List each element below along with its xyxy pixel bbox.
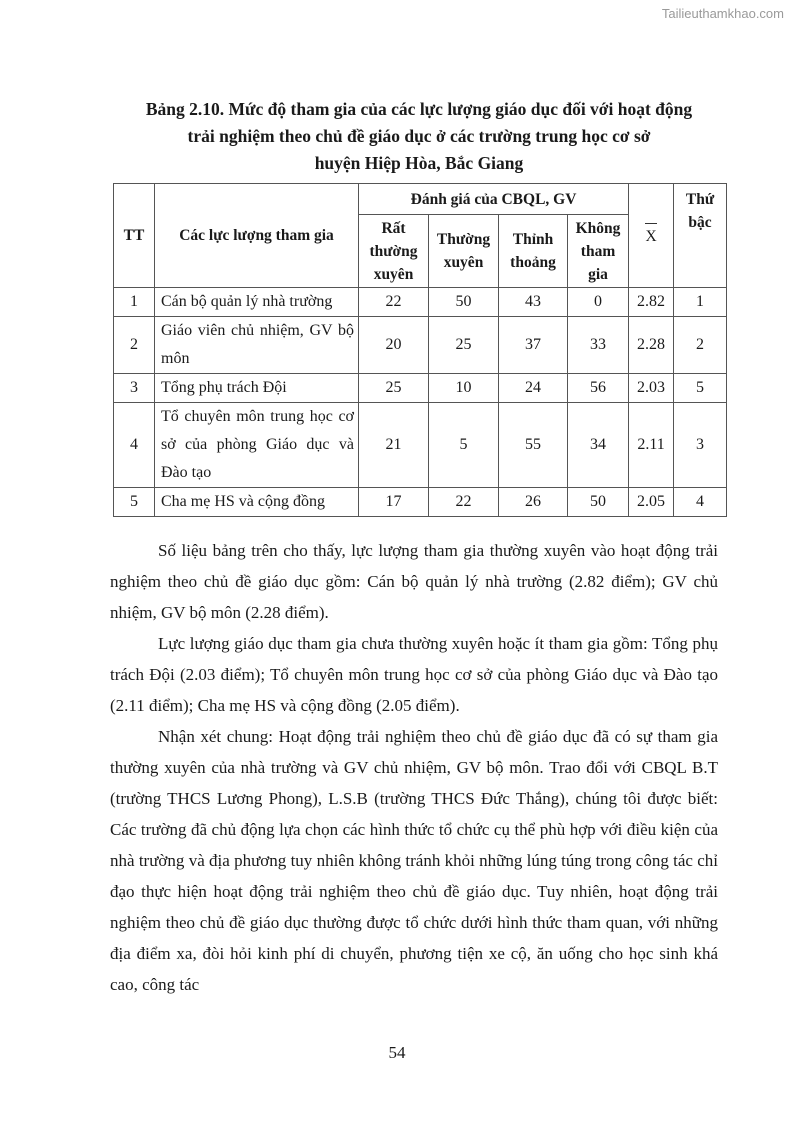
cell-rank: 2 bbox=[674, 317, 727, 374]
mean-symbol: X bbox=[645, 223, 656, 248]
cell-force: Tổ chuyên môn trung học cơ sở của phòng Giáo dục và Đào tạo bbox=[155, 403, 359, 488]
cell-sometimes: 26 bbox=[499, 488, 568, 517]
header-evaluation-group: Đánh giá của CBQL, GV bbox=[359, 184, 629, 215]
header-tt: TT bbox=[114, 184, 155, 288]
cell-often: 25 bbox=[429, 317, 499, 374]
table-row bbox=[114, 488, 727, 517]
cell-force: Giáo viên chủ nhiệm, GV bộ môn bbox=[155, 317, 359, 374]
cell-very-often: 20 bbox=[359, 317, 429, 374]
cell-force: Cán bộ quản lý nhà trường bbox=[155, 288, 359, 317]
caption-line-1: Bảng 2.10. Mức độ tham gia của các lực lượng giáo dục đối với hoạt động bbox=[145, 99, 693, 119]
table-row bbox=[114, 317, 727, 374]
header-force: Các lực lượng tham gia bbox=[155, 184, 359, 288]
cell-sometimes: 43 bbox=[499, 288, 568, 317]
cell-tt: 4 bbox=[114, 403, 155, 488]
cell-very-often: 25 bbox=[359, 374, 429, 403]
cell-never: 56 bbox=[568, 374, 629, 403]
cell-tt: 3 bbox=[114, 374, 155, 403]
page-number: 54 bbox=[388, 1043, 406, 1062]
caption-line-2: trải nghiệm theo chủ đề giáo dục ở các trường trung học cơ sở bbox=[187, 126, 651, 146]
table-row bbox=[114, 374, 727, 403]
body-text bbox=[110, 535, 718, 1000]
table-row bbox=[114, 403, 727, 488]
cell-never: 33 bbox=[568, 317, 629, 374]
cell-very-often: 22 bbox=[359, 288, 429, 317]
cell-never: 50 bbox=[568, 488, 629, 517]
cell-very-often: 17 bbox=[359, 488, 429, 517]
cell-tt: 2 bbox=[114, 317, 155, 374]
watermark: Tailieuthamkhao.com bbox=[661, 6, 784, 21]
cell-sometimes: 55 bbox=[499, 403, 568, 488]
cell-rank: 5 bbox=[674, 374, 727, 403]
cell-often: 5 bbox=[429, 403, 499, 488]
cell-tt: 1 bbox=[114, 288, 155, 317]
header-often: Thường xuyên bbox=[429, 215, 499, 288]
cell-often: 10 bbox=[429, 374, 499, 403]
cell-mean: 2.05 bbox=[629, 488, 674, 517]
cell-rank: 1 bbox=[674, 288, 727, 317]
cell-tt: 5 bbox=[114, 488, 155, 517]
caption-line-3: huyện Hiệp Hòa, Bắc Giang bbox=[314, 153, 524, 173]
header-mean bbox=[629, 184, 674, 288]
paragraph: Số liệu bảng trên cho thấy, lực lượng tham gia thường xuyên vào hoạt động trải nghiệm theo chủ đề giáo dục gồm: Cán bộ quản lý nhà trường (2.82 điểm); GV chủ nhiệm, GV bộ môn (2.28 điểm). bbox=[110, 541, 718, 622]
cell-sometimes: 24 bbox=[499, 374, 568, 403]
table-caption bbox=[112, 96, 726, 177]
cell-never: 0 bbox=[568, 288, 629, 317]
cell-very-often: 21 bbox=[359, 403, 429, 488]
header-very-often: Rất thường xuyên bbox=[359, 215, 429, 288]
header-rank: Thứ bậc bbox=[674, 184, 727, 288]
table-row bbox=[114, 288, 727, 317]
cell-often: 50 bbox=[429, 288, 499, 317]
paragraph: Lực lượng giáo dục tham gia chưa thường xuyên hoặc ít tham gia gồm: Tổng phụ trách Đội (2.03 điểm); Tổ chuyên môn trung học cơ sở của phòng Giáo dục và Đào tạo (2.11 điểm); Cha mẹ HS và cộng đồng (2.05 điểm). bbox=[110, 634, 718, 715]
cell-rank: 4 bbox=[674, 488, 727, 517]
cell-often: 22 bbox=[429, 488, 499, 517]
cell-force: Cha mẹ HS và cộng đồng bbox=[155, 488, 359, 517]
cell-mean: 2.11 bbox=[629, 403, 674, 488]
cell-rank: 3 bbox=[674, 403, 727, 488]
header-sometimes: Thỉnh thoảng bbox=[499, 215, 568, 288]
header-never: Không tham gia bbox=[568, 215, 629, 288]
cell-sometimes: 37 bbox=[499, 317, 568, 374]
cell-mean: 2.82 bbox=[629, 288, 674, 317]
cell-never: 34 bbox=[568, 403, 629, 488]
cell-mean: 2.03 bbox=[629, 374, 674, 403]
cell-force: Tổng phụ trách Đội bbox=[155, 374, 359, 403]
cell-mean: 2.28 bbox=[629, 317, 674, 374]
paragraph: Nhận xét chung: Hoạt động trải nghiệm theo chủ đề giáo dục đã có sự tham gia thường xuyên của nhà trường và GV chủ nhiệm, GV bộ môn. Trao đổi với CBQL B.T (trường THCS Lương Phong), L.S.B (trường THCS Đức Thắng), chúng tôi được biết: Các trường đã chủ động lựa chọn các hình thức tổ chức cụ thể phù hợp với điều kiện của nhà trường và địa phương tuy nhiên không tránh khỏi những lúng túng trong công tác chỉ đạo thực hiện hoạt động trải nghiệm theo chủ đề giáo dục. Tuy nhiên, hoạt động trải nghiệm theo chủ đề giáo dục thường được tổ chức dưới hình thức tham quan, với những địa điểm xa, đòi hỏi kinh phí di chuyển, phương tiện xe cộ, ăn uống cho học sinh khá cao, công tác bbox=[110, 727, 718, 994]
participation-table bbox=[113, 183, 727, 517]
